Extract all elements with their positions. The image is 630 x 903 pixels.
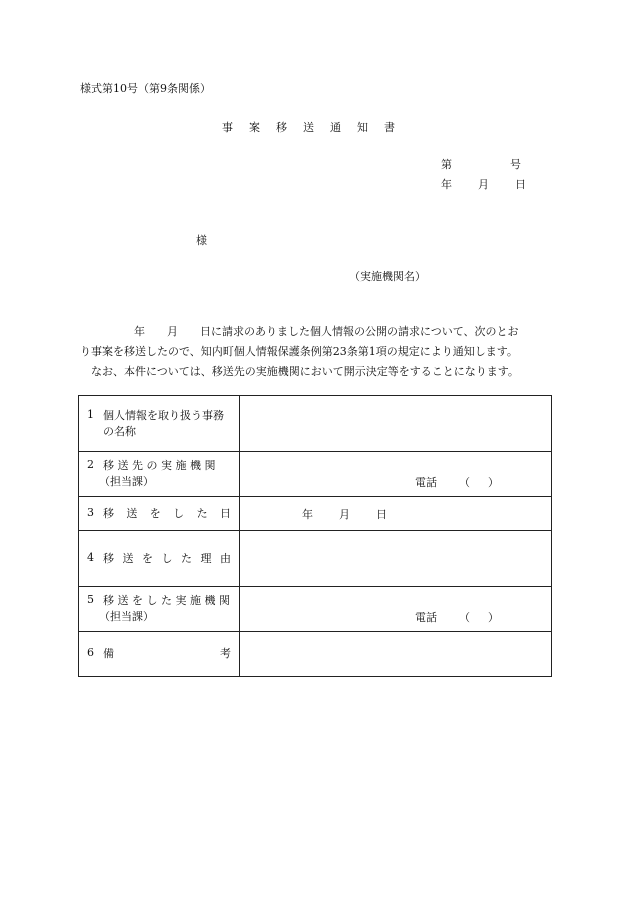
- title-char: 移: [276, 121, 287, 134]
- body-line-3: なお、本件については、移送先の実施機関において開示決定等をすることになります。: [91, 365, 519, 378]
- ref-dai: 第: [441, 158, 452, 171]
- row-label: [79, 396, 240, 452]
- row-label-text: 移 送 先 の 実 施 機 関: [103, 459, 216, 472]
- row-value[interactable]: [240, 396, 552, 452]
- row-label: [79, 587, 240, 632]
- row-label-text: 備 考: [103, 647, 231, 660]
- phone-label: 電話: [415, 611, 437, 624]
- table-row: [79, 632, 552, 677]
- phone-field: [415, 474, 499, 490]
- row-label-text: 移 送 を し た 実 施 機 関: [103, 594, 230, 607]
- date-month: 月: [478, 178, 489, 191]
- paren-open: （: [459, 476, 470, 489]
- row-value[interactable]: [240, 531, 552, 587]
- date-day: 日: [515, 178, 526, 191]
- form-number: 様式第10号（第9条関係）: [80, 82, 211, 95]
- row-value[interactable]: [240, 587, 552, 632]
- row-number: 1: [87, 407, 94, 421]
- title-char: 送: [303, 121, 314, 134]
- paren-close: ）: [488, 611, 499, 624]
- body-month: 月: [167, 325, 178, 338]
- table-row: [79, 452, 552, 497]
- table-row: [79, 587, 552, 632]
- title-char: 通: [330, 121, 341, 134]
- ref-go: 号: [510, 158, 521, 171]
- row-number: 6: [87, 646, 94, 659]
- phone-field: [415, 609, 499, 625]
- row-number: 5: [87, 593, 94, 606]
- title-char: 案: [249, 121, 260, 134]
- row-number: 2: [87, 458, 94, 471]
- details-table: [78, 395, 552, 677]
- row-value[interactable]: [240, 632, 552, 677]
- body-year: 年: [134, 325, 145, 338]
- row-number: 3: [87, 505, 94, 519]
- issue-date: [441, 176, 526, 192]
- row-label-subtext: （担当課）: [99, 475, 154, 488]
- table-row: [79, 531, 552, 587]
- title-char: 知: [357, 121, 368, 134]
- row-label: [79, 632, 240, 677]
- date-year: 年: [441, 178, 452, 191]
- document-title: [222, 119, 395, 135]
- body-line1-rest: 日に請求のありました個人情報の公開の請求について、次のとお: [200, 325, 519, 338]
- body-line-1: [80, 322, 560, 342]
- body-line-2: り事案を移送したので、知内町個人情報保護条例第23条第1項の規定により通知します。: [80, 345, 518, 358]
- recipient-suffix: 様: [196, 234, 207, 247]
- paren-close: ）: [488, 476, 499, 489]
- row-label: [79, 497, 240, 531]
- row-label-subtext: （担当課）: [99, 610, 154, 623]
- reference-number: [441, 156, 521, 172]
- row-number: 4: [87, 550, 94, 564]
- phone-label: 電話: [415, 476, 437, 489]
- title-char: 事: [222, 121, 233, 134]
- row-value[interactable]: [240, 452, 552, 497]
- agency-name: （実施機関名）: [349, 270, 426, 283]
- row-label-text: 個人情報を取り扱う事務の名称: [103, 408, 224, 438]
- paren-open: （: [459, 611, 470, 624]
- row-value[interactable]: [240, 497, 552, 531]
- body-text: [80, 322, 560, 382]
- transfer-date: 年 月 日: [302, 507, 387, 521]
- table-row: [79, 396, 552, 452]
- title-char: 書: [384, 121, 395, 134]
- table-row: [79, 497, 552, 531]
- row-label: [79, 531, 240, 587]
- row-label-text: 移 送 を し た 日: [103, 506, 231, 520]
- row-label-text: 移 送 を し た 理 由: [103, 551, 231, 565]
- row-label: [79, 452, 240, 497]
